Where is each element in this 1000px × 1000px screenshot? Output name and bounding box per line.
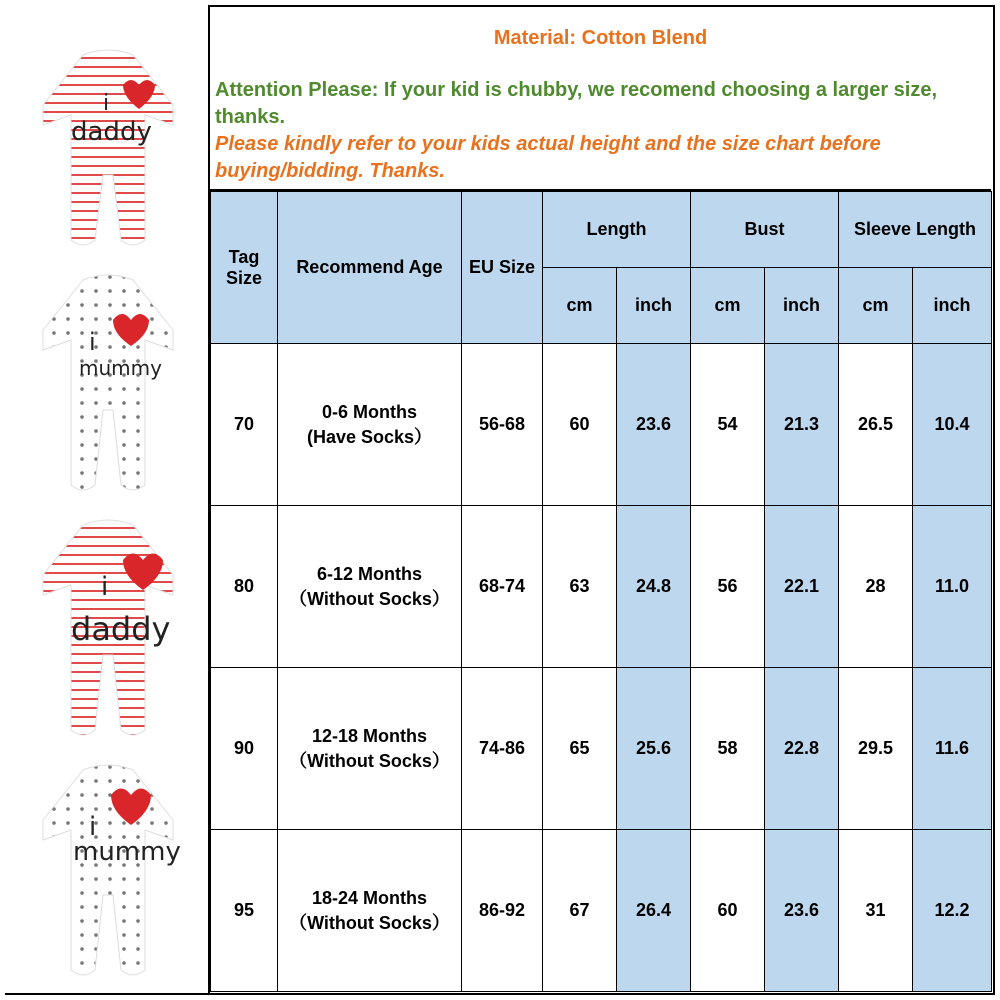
cell-length-cm: 63 [543,506,617,668]
print-i: i [89,328,96,356]
cell-length-inch: 24.8 [617,506,691,668]
cell-sleeve-cm: 31 [839,830,913,992]
cell-sleeve-cm: 26.5 [839,344,913,506]
cell-sleeve-inch: 11.6 [913,668,992,830]
cell-bust-cm: 58 [691,668,765,830]
cell-sleeve-inch: 11.0 [913,506,992,668]
age-note: （Without Socks） [289,750,450,771]
header-length-cm: cm [543,268,617,344]
cell-sleeve-inch: 10.4 [913,344,992,506]
print-i: i [101,572,109,602]
cell-tag-size: 95 [211,830,278,992]
cell-eu-size: 74-86 [462,668,543,830]
cell-sleeve-inch: 12.2 [913,830,992,992]
header-sleeve-inch: inch [913,268,992,344]
romper-image-mummy-dots-2 [33,760,183,985]
cell-length-inch: 23.6 [617,344,691,506]
age-note: （Without Socks） [289,588,450,609]
age-note: (Have Socks） [306,426,433,447]
print-i: i [103,91,110,116]
cell-recommend-age [278,344,462,506]
cell-eu-size: 56-68 [462,344,543,506]
header-bust-cm: cm [691,268,765,344]
cell-bust-cm: 54 [691,344,765,506]
table-row [211,668,992,830]
cell-bust-inch: 22.1 [765,506,839,668]
size-table [210,191,992,992]
refer-note-text: Please kindly refer to your kids actual height and the size chart before buying/bidding. Thanks. [215,133,881,182]
age-range: 6-12 Months [316,563,422,584]
cell-bust-inch: 23.6 [765,830,839,992]
product-images-column [5,5,210,993]
attention-text: Attention Please: If your kid is chubby, we recomend choosing a larger size, thanks. [215,79,938,128]
cell-bust-cm: 60 [691,830,765,992]
header-recommend-age: Recommend Age [278,192,462,344]
cell-recommend-age [278,830,462,992]
cell-sleeve-cm: 28 [839,506,913,668]
romper-image-mummy-dots [33,270,183,500]
size-chart-panel [210,7,991,991]
cell-bust-cm: 56 [691,506,765,668]
cell-recommend-age [278,668,462,830]
header-eu-size: EU Size [462,192,543,344]
age-range: 18-24 Months [311,887,428,908]
cell-tag-size: 90 [211,668,278,830]
cell-tag-size: 80 [211,506,278,668]
cell-length-inch: 26.4 [617,830,691,992]
header-sleeve-cm: cm [839,268,913,344]
cell-length-inch: 25.6 [617,668,691,830]
romper-image-daddy-striped-2 [33,515,183,745]
cell-tag-size: 70 [211,344,278,506]
print-word: mummy [73,837,181,867]
cell-bust-inch: 22.8 [765,668,839,830]
print-i: i [89,812,97,842]
age-note: （Without Socks） [289,912,450,933]
cell-bust-inch: 21.3 [765,344,839,506]
cell-eu-size: 86-92 [462,830,543,992]
cell-length-cm: 65 [543,668,617,830]
header-sleeve-length: Sleeve Length [839,192,992,268]
table-row [211,506,992,668]
header-length: Length [543,192,691,268]
header-bust: Bust [691,192,839,268]
cell-recommend-age [278,506,462,668]
print-word: mummy [79,356,162,380]
romper-image-daddy-striped [33,45,183,255]
cell-eu-size: 68-74 [462,506,543,668]
cell-length-cm: 67 [543,830,617,992]
header-length-inch: inch [617,268,691,344]
header-bust-inch: inch [765,268,839,344]
material-text: Material: Cotton Blend [493,27,708,49]
table-row [211,344,992,506]
age-range: 0-6 Months [321,401,417,422]
header-tag-size: Tag Size [211,192,278,344]
info-header [210,7,991,191]
table-row [211,830,992,992]
cell-length-cm: 60 [543,344,617,506]
print-word: daddy [71,610,171,648]
cell-sleeve-cm: 29.5 [839,668,913,830]
print-word: daddy [71,117,152,147]
age-range: 12-18 Months [311,725,428,746]
